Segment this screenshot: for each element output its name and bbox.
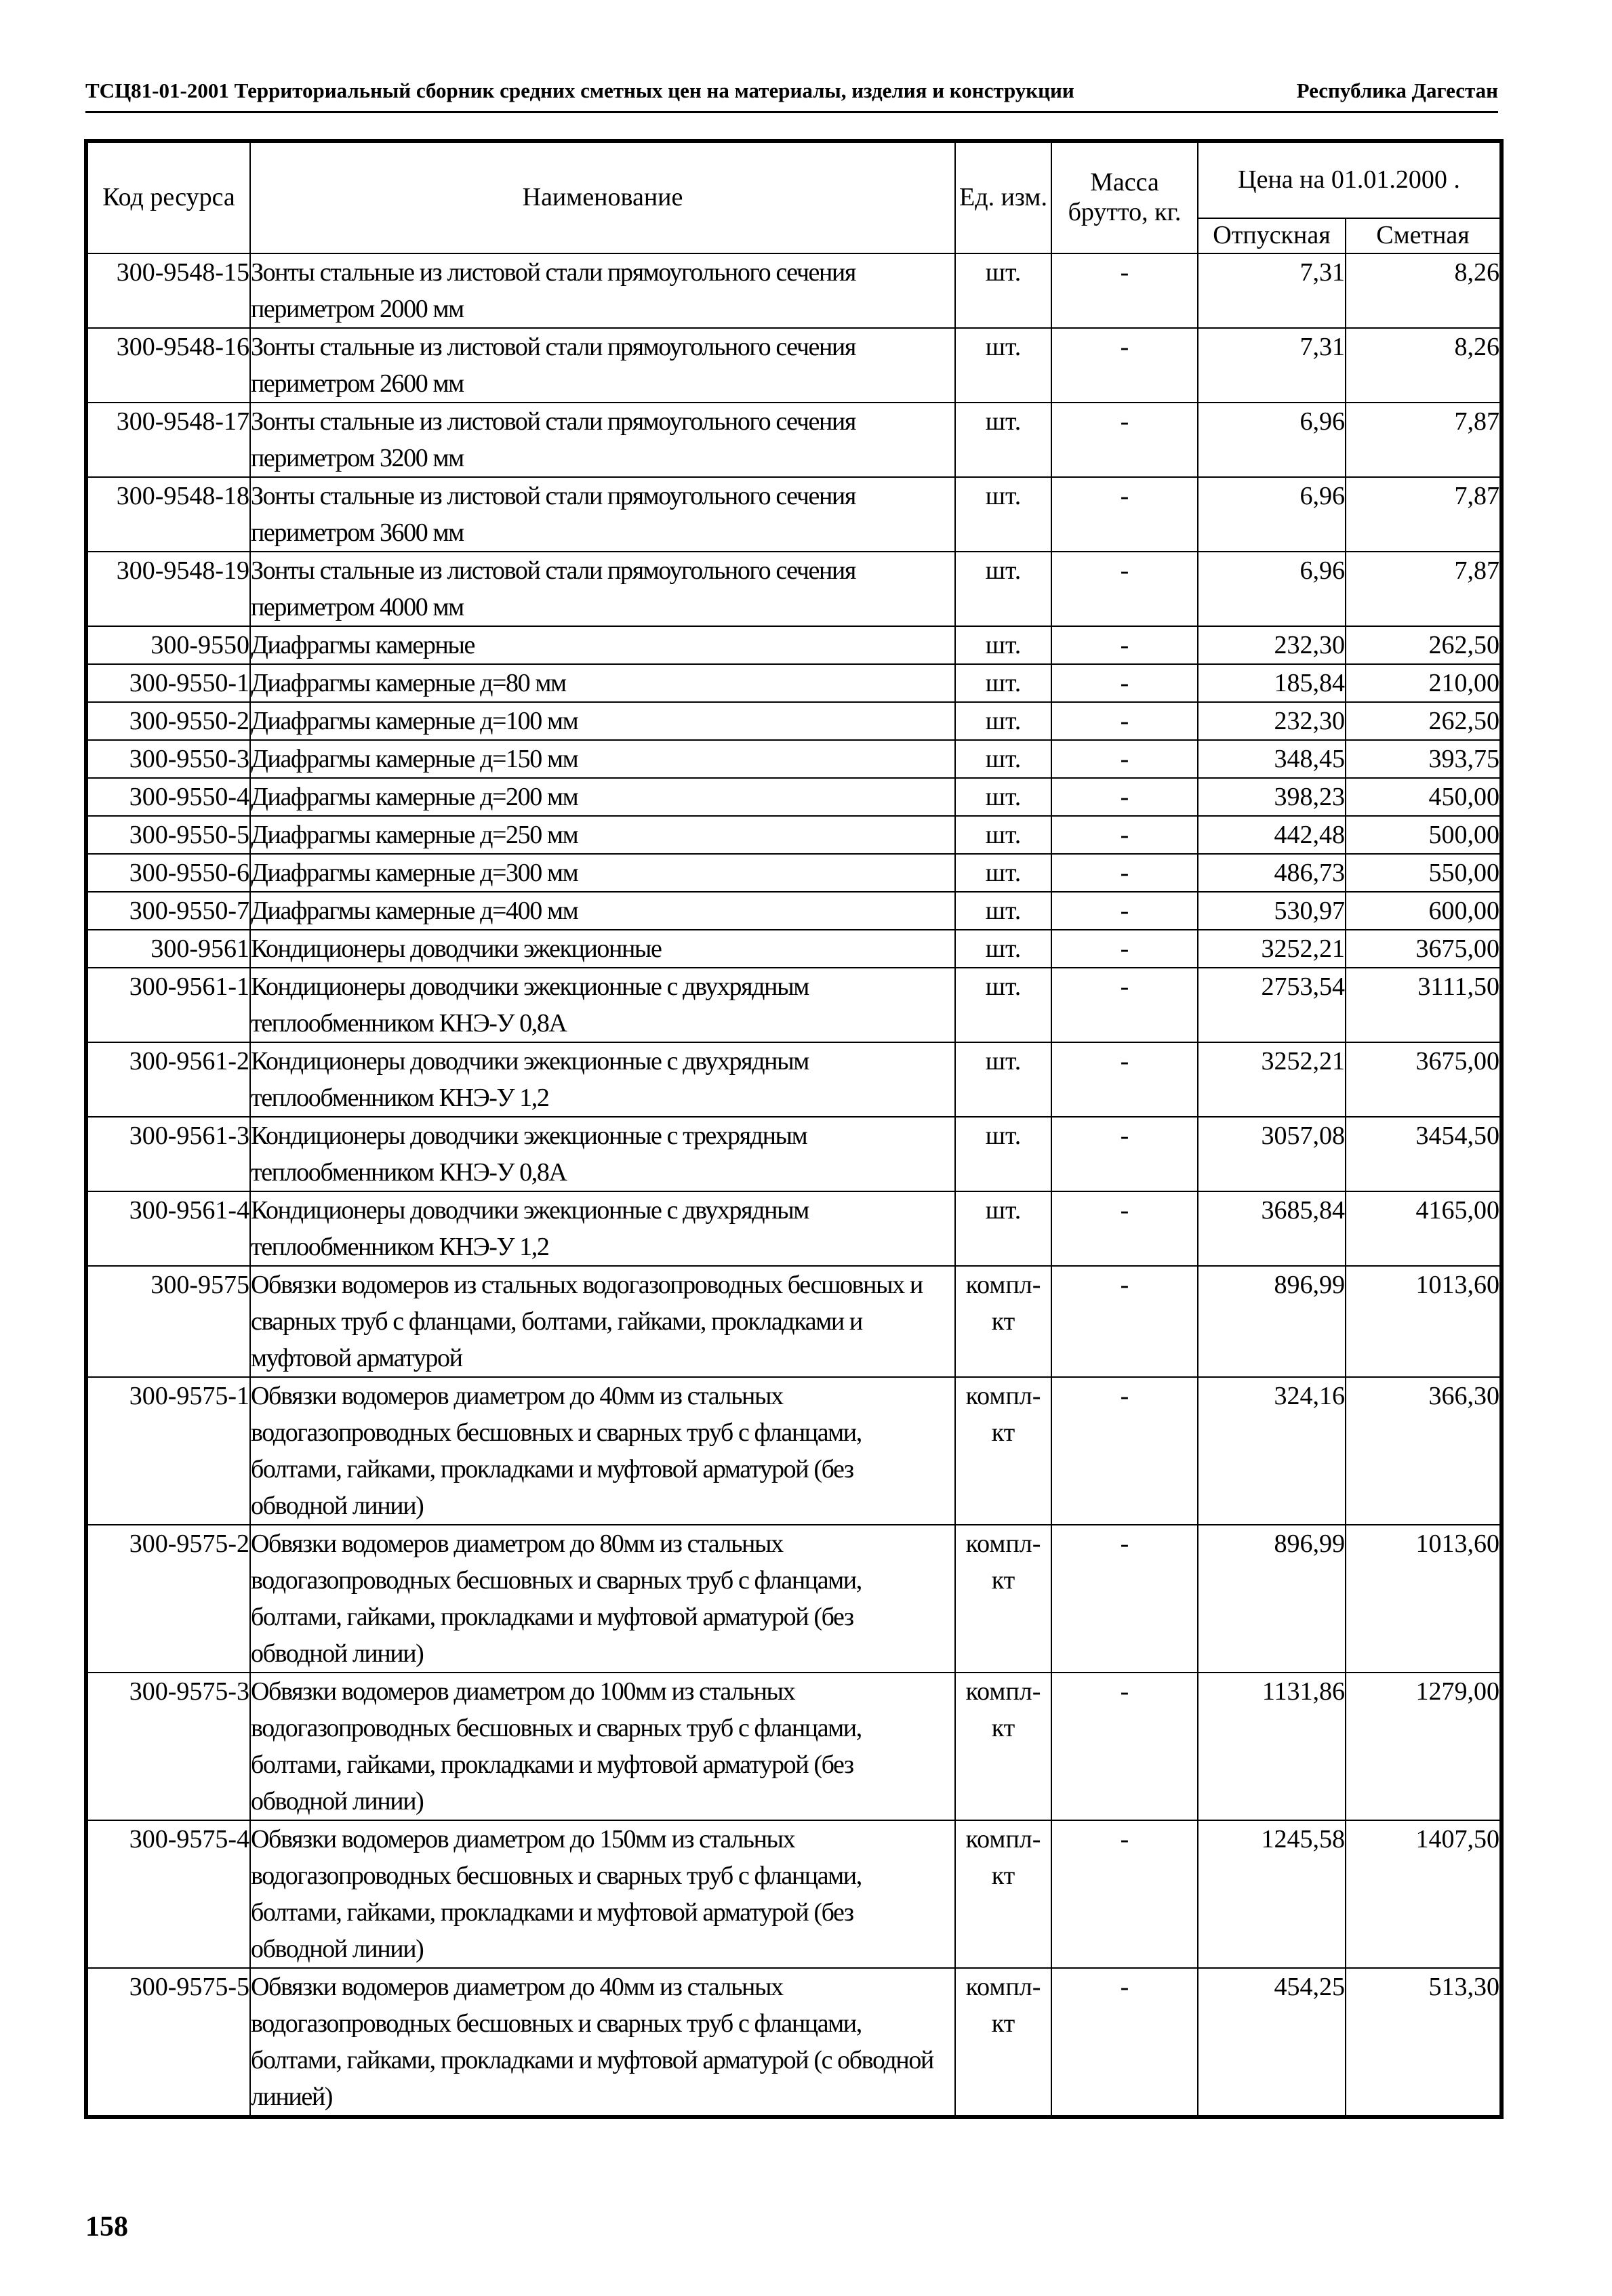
table-row [86,1377,1502,1525]
estimate-price: 3454,50 [1346,1117,1502,1191]
resource-name: Зонты стальные из листовой стали прямоугольного сечения периметром 3600 мм [250,477,955,552]
release-price: 442,48 [1198,816,1346,854]
table-row [86,892,1502,930]
resource-name: Диафрагмы камерные д=150 мм [250,740,955,778]
table-row [86,403,1502,477]
gross-mass: - [1051,403,1198,477]
release-price: 324,16 [1198,1377,1346,1525]
resource-name: Кондиционеры доводчики эжекционные с двухрядным теплообменником КНЭ-У 1,2 [250,1191,955,1266]
table-row [86,702,1502,740]
unit-of-measure: шт. [955,778,1051,816]
unit-of-measure: шт. [955,477,1051,552]
table-row [86,1673,1502,1820]
resource-code: 300-9561-1 [86,968,250,1042]
resource-code: 300-9550-5 [86,816,250,854]
resource-name: Зонты стальные из листовой стали прямоугольного сечения периметром 3200 мм [250,403,955,477]
release-price: 530,97 [1198,892,1346,930]
estimate-price: 7,87 [1346,403,1502,477]
unit-of-measure: шт. [955,1117,1051,1191]
resource-name: Обвязки водомеров диаметром до 150мм из стальных водогазопроводных бесшовных и сварных труб с фланцами, болтами, гайками, прокладками и муфтовой арматурой (без обводной линии) [250,1820,955,1968]
gross-mass: - [1051,778,1198,816]
gross-mass: - [1051,552,1198,626]
price-table [84,139,1504,2119]
table-row [86,1968,1502,2117]
release-price: 3252,21 [1198,930,1346,968]
estimate-price: 1279,00 [1346,1673,1502,1820]
estimate-price: 262,50 [1346,702,1502,740]
resource-code: 300-9575-5 [86,1968,250,2117]
release-price: 454,25 [1198,1968,1346,2117]
unit-of-measure: шт. [955,702,1051,740]
gross-mass: - [1051,664,1198,702]
release-price: 3252,21 [1198,1042,1346,1117]
unit-of-measure: компл-кт [955,1673,1051,1820]
gross-mass: - [1051,854,1198,892]
col-header-mass: Масса брутто, кг. [1051,141,1198,253]
resource-name: Диафрагмы камерные д=80 мм [250,664,955,702]
estimate-price: 513,30 [1346,1968,1502,2117]
gross-mass: - [1051,702,1198,740]
gross-mass: - [1051,816,1198,854]
release-price: 3685,84 [1198,1191,1346,1266]
table-row [86,477,1502,552]
release-price: 1131,86 [1198,1673,1346,1820]
gross-mass: - [1051,1525,1198,1673]
resource-code: 300-9550-7 [86,892,250,930]
resource-code: 300-9548-16 [86,328,250,403]
resource-code: 300-9548-18 [86,477,250,552]
resource-code: 300-9548-15 [86,253,250,328]
table-row [86,253,1502,328]
table-row [86,968,1502,1042]
unit-of-measure: компл-кт [955,1968,1051,2117]
col-header-price-release: Отпускная [1198,218,1346,253]
resource-code: 300-9575-1 [86,1377,250,1525]
gross-mass: - [1051,477,1198,552]
table-row [86,626,1502,664]
table-row [86,930,1502,968]
release-price: 232,30 [1198,702,1346,740]
estimate-price: 1407,50 [1346,1820,1502,1968]
estimate-price: 1013,60 [1346,1525,1502,1673]
gross-mass: - [1051,1117,1198,1191]
unit-of-measure: шт. [955,968,1051,1042]
release-price: 2753,54 [1198,968,1346,1042]
table-row [86,1117,1502,1191]
gross-mass: - [1051,740,1198,778]
table-row [86,664,1502,702]
estimate-price: 550,00 [1346,854,1502,892]
release-price: 7,31 [1198,253,1346,328]
resource-name: Зонты стальные из листовой стали прямоугольного сечения периметром 2600 мм [250,328,955,403]
gross-mass: - [1051,1377,1198,1525]
resource-name: Диафрагмы камерные д=200 мм [250,778,955,816]
resource-name: Обвязки водомеров диаметром до 100мм из стальных водогазопроводных бесшовных и сварных труб с фланцами, болтами, гайками, прокладками и муфтовой арматурой (без обводной линии) [250,1673,955,1820]
collection-title: ТСЦ81-01-2001 Территориальный сборник средних сметных цен на материалы, изделия и конструкции [85,79,1074,102]
resource-name: Диафрагмы камерные д=100 мм [250,702,955,740]
resource-name: Диафрагмы камерные д=400 мм [250,892,955,930]
table-row [86,552,1502,626]
estimate-price: 3675,00 [1346,930,1502,968]
estimate-price: 4165,00 [1346,1191,1502,1266]
release-price: 3057,08 [1198,1117,1346,1191]
estimate-price: 393,75 [1346,740,1502,778]
gross-mass: - [1051,1673,1198,1820]
release-price: 7,31 [1198,328,1346,403]
estimate-price: 500,00 [1346,816,1502,854]
release-price: 486,73 [1198,854,1346,892]
unit-of-measure: шт. [955,626,1051,664]
unit-of-measure: компл-кт [955,1525,1051,1673]
release-price: 348,45 [1198,740,1346,778]
release-price: 232,30 [1198,626,1346,664]
unit-of-measure: шт. [955,328,1051,403]
table-row [86,1525,1502,1673]
table-row [86,1191,1502,1266]
estimate-price: 600,00 [1346,892,1502,930]
resource-name: Обвязки водомеров диаметром до 40мм из стальных водогазопроводных бесшовных и сварных труб с фланцами, болтами, гайками, прокладками и муфтовой арматурой (с обводной линией) [250,1968,955,2117]
resource-name: Зонты стальные из листовой стали прямоугольного сечения периметром 2000 мм [250,253,955,328]
resource-code: 300-9550-6 [86,854,250,892]
unit-of-measure: компл-кт [955,1266,1051,1377]
resource-name: Кондиционеры доводчики эжекционные с трехрядным теплообменником КНЭ-У 0,8А [250,1117,955,1191]
gross-mass: - [1051,328,1198,403]
resource-name: Кондиционеры доводчики эжекционные с двухрядным теплообменником КНЭ-У 1,2 [250,1042,955,1117]
resource-name: Обвязки водомеров диаметром до 80мм из стальных водогазопроводных бесшовных и сварных труб с фланцами, болтами, гайками, прокладками и муфтовой арматурой (без обводной линии) [250,1525,955,1673]
estimate-price: 1013,60 [1346,1266,1502,1377]
unit-of-measure: шт. [955,740,1051,778]
resource-name: Кондиционеры доводчики эжекционные [250,930,955,968]
unit-of-measure: шт. [955,253,1051,328]
page-number: 158 [85,2211,128,2242]
estimate-price: 7,87 [1346,552,1502,626]
gross-mass: - [1051,1191,1198,1266]
page-header [85,73,1498,113]
estimate-price: 3675,00 [1346,1042,1502,1117]
unit-of-measure: шт. [955,854,1051,892]
col-header-price-estimate: Сметная [1346,218,1502,253]
gross-mass: - [1051,968,1198,1042]
unit-of-measure: шт. [955,1042,1051,1117]
unit-of-measure: шт. [955,892,1051,930]
release-price: 185,84 [1198,664,1346,702]
estimate-price: 210,00 [1346,664,1502,702]
release-price: 896,99 [1198,1266,1346,1377]
gross-mass: - [1051,930,1198,968]
resource-code: 300-9550-3 [86,740,250,778]
unit-of-measure: шт. [955,1191,1051,1266]
release-price: 398,23 [1198,778,1346,816]
resource-code: 300-9550-4 [86,778,250,816]
resource-code: 300-9548-19 [86,552,250,626]
resource-name: Обвязки водомеров из стальных водогазопроводных бесшовных и сварных труб с фланцами, болтами, гайками, прокладками и муфтовой арматурой [250,1266,955,1377]
table-row [86,328,1502,403]
release-price: 6,96 [1198,403,1346,477]
unit-of-measure: компл-кт [955,1377,1051,1525]
resource-code: 300-9561 [86,930,250,968]
unit-of-measure: шт. [955,664,1051,702]
resource-name: Обвязки водомеров диаметром до 40мм из стальных водогазопроводных бесшовных и сварных труб с фланцами, болтами, гайками, прокладками и муфтовой арматурой (без обводной линии) [250,1377,955,1525]
table-row [86,1042,1502,1117]
table-body [86,253,1502,2117]
estimate-price: 366,30 [1346,1377,1502,1525]
resource-name: Диафрагмы камерные д=300 мм [250,854,955,892]
resource-name: Кондиционеры доводчики эжекционные с двухрядным теплообменником КНЭ-У 0,8А [250,968,955,1042]
unit-of-measure: шт. [955,403,1051,477]
table-row [86,854,1502,892]
col-header-unit: Ед. изм. [955,141,1051,253]
table-row [86,1266,1502,1377]
estimate-price: 450,00 [1346,778,1502,816]
release-price: 6,96 [1198,552,1346,626]
estimate-price: 262,50 [1346,626,1502,664]
gross-mass: - [1051,1820,1198,1968]
estimate-price: 8,26 [1346,253,1502,328]
resource-code: 300-9561-4 [86,1191,250,1266]
unit-of-measure: шт. [955,552,1051,626]
gross-mass: - [1051,1042,1198,1117]
release-price: 6,96 [1198,477,1346,552]
resource-code: 300-9561-3 [86,1117,250,1191]
gross-mass: - [1051,253,1198,328]
estimate-price: 8,26 [1346,328,1502,403]
gross-mass: - [1051,1266,1198,1377]
gross-mass: - [1051,892,1198,930]
gross-mass: - [1051,1968,1198,2117]
resource-code: 300-9550-1 [86,664,250,702]
estimate-price: 7,87 [1346,477,1502,552]
resource-name: Зонты стальные из листовой стали прямоугольного сечения периметром 4000 мм [250,552,955,626]
resource-code: 300-9550 [86,626,250,664]
table-row [86,1820,1502,1968]
release-price: 896,99 [1198,1525,1346,1673]
resource-code: 300-9550-2 [86,702,250,740]
table-header [86,141,1502,253]
resource-code: 300-9561-2 [86,1042,250,1117]
resource-name: Диафрагмы камерные д=250 мм [250,816,955,854]
table-row [86,778,1502,816]
resource-code: 300-9575-3 [86,1673,250,1820]
unit-of-measure: шт. [955,816,1051,854]
resource-code: 300-9575 [86,1266,250,1377]
col-header-price-group: Цена на 01.01.2000 . [1198,141,1502,218]
estimate-price: 3111,50 [1346,968,1502,1042]
release-price: 1245,58 [1198,1820,1346,1968]
region-name: Республика Дагестан [1296,79,1498,102]
col-header-name: Наименование [250,141,955,253]
resource-code: 300-9575-4 [86,1820,250,1968]
table-row [86,816,1502,854]
unit-of-measure: компл-кт [955,1820,1051,1968]
col-header-code: Код ресурса [86,141,250,253]
resource-name: Диафрагмы камерные [250,626,955,664]
resource-code: 300-9548-17 [86,403,250,477]
gross-mass: - [1051,626,1198,664]
table-row [86,740,1502,778]
unit-of-measure: шт. [955,930,1051,968]
resource-code: 300-9575-2 [86,1525,250,1673]
